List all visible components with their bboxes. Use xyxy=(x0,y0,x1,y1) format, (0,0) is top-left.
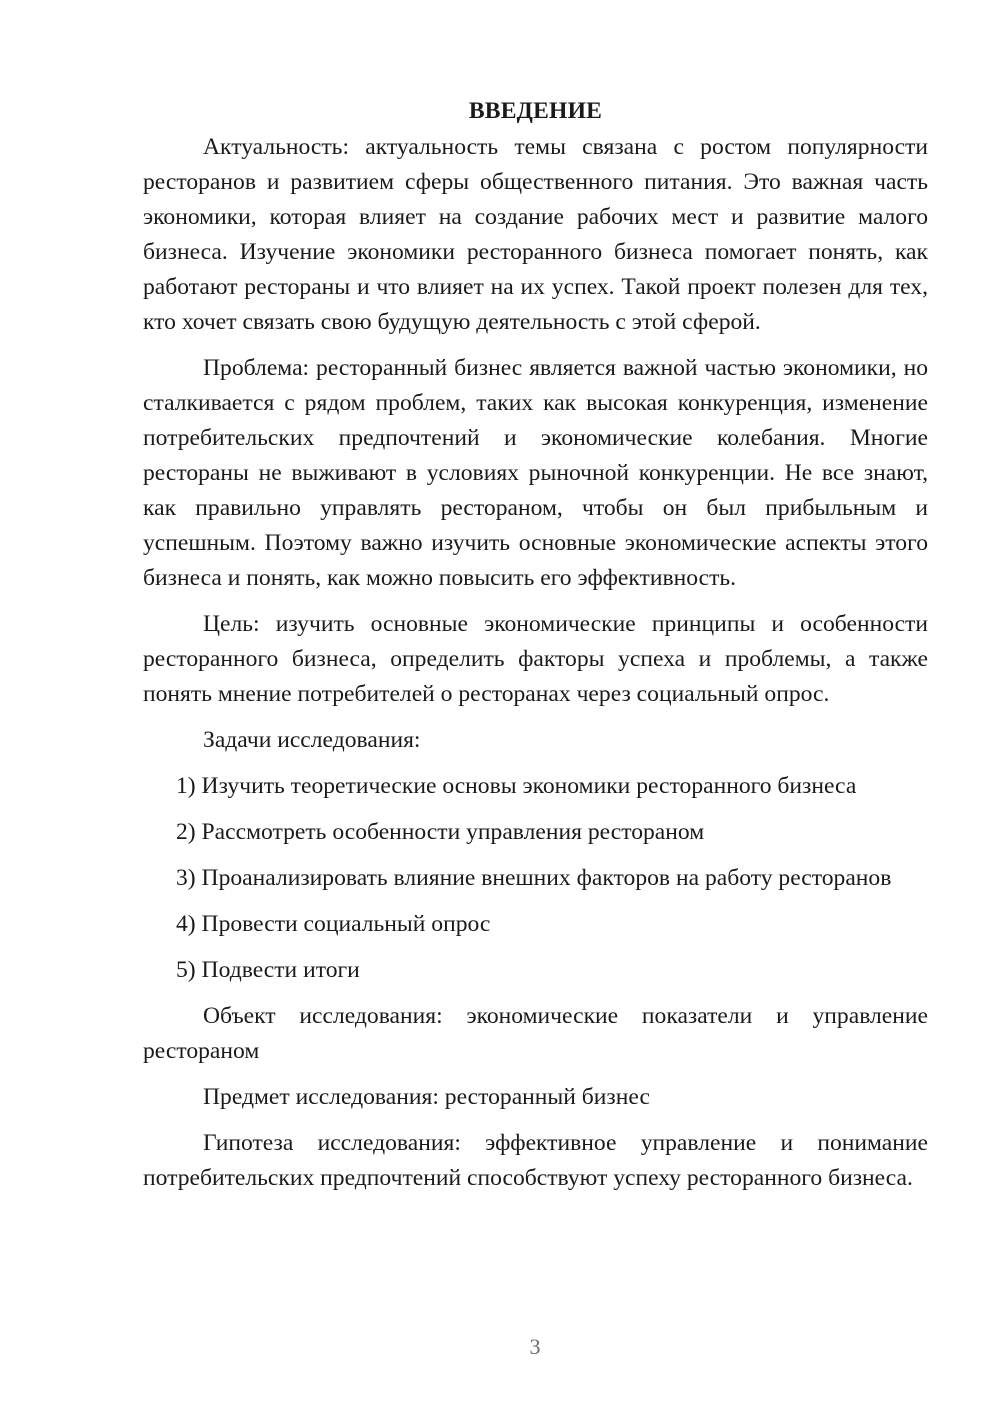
page-body xyxy=(143,94,928,1207)
paragraph-goal: Цель: изучить основные экономические принципы и особенности ресторанного бизнеса, определить факторы успеха и проблемы, а также понять мнение потребителей о ресторанах через социальный опрос. xyxy=(143,611,928,707)
paragraph-subject: Предмет исследования: ресторанный бизнес xyxy=(203,1084,650,1110)
section-heading: ВВЕДЕНИЕ xyxy=(468,98,603,124)
task-item: 1) Изучить теоретические основы экономики ресторанного бизнеса xyxy=(176,773,857,799)
page-number: 3 xyxy=(529,1334,541,1359)
paragraph-relevance: Актуальность: актуальность темы связана с ростом популярности ресторанов и развитием сферы общественного питания. Это важная часть экономики, которая влияет на создание рабочих мест и развитие малого бизнеса. Изучение экономики ресторанного бизнеса помогает понять, как работают рестораны и что влияет на их успех. Такой проект полезен для тех, кто хочет связать свою будущую деятельность с этой сферой. xyxy=(143,134,928,335)
task-item: 4) Провести социальный опрос xyxy=(176,911,491,937)
task-item: 5) Подвести итоги xyxy=(176,957,360,983)
paragraph-hypothesis: Гипотеза исследования: эффективное управление и понимание потребительских предпочтений способствуют успеху ресторанного бизнеса. xyxy=(143,1130,928,1191)
task-item: 2) Рассмотреть особенности управления рестораном xyxy=(176,819,705,845)
paragraph-object: Объект исследования: экономические показатели и управление рестораном xyxy=(143,1003,928,1064)
paragraph-problem: Проблема: ресторанный бизнес является важной частью экономики, но сталкивается с рядом проблем, таких как высокая конкуренция, изменение потребительских предпочтений и экономические колебания. Многие рестораны не выживают в условиях рыночной конкуренции. Не все знают, как правильно управлять рестораном, чтобы он был прибыльным и успешным. Поэтому важно изучить основные экономические аспекты этого бизнеса и понять, как можно повысить его эффективность. xyxy=(143,355,928,591)
task-item: 3) Проанализировать влияние внешних факторов на работу ресторанов xyxy=(176,865,892,891)
paragraph-tasks-title: Задачи исследования: xyxy=(203,727,421,753)
